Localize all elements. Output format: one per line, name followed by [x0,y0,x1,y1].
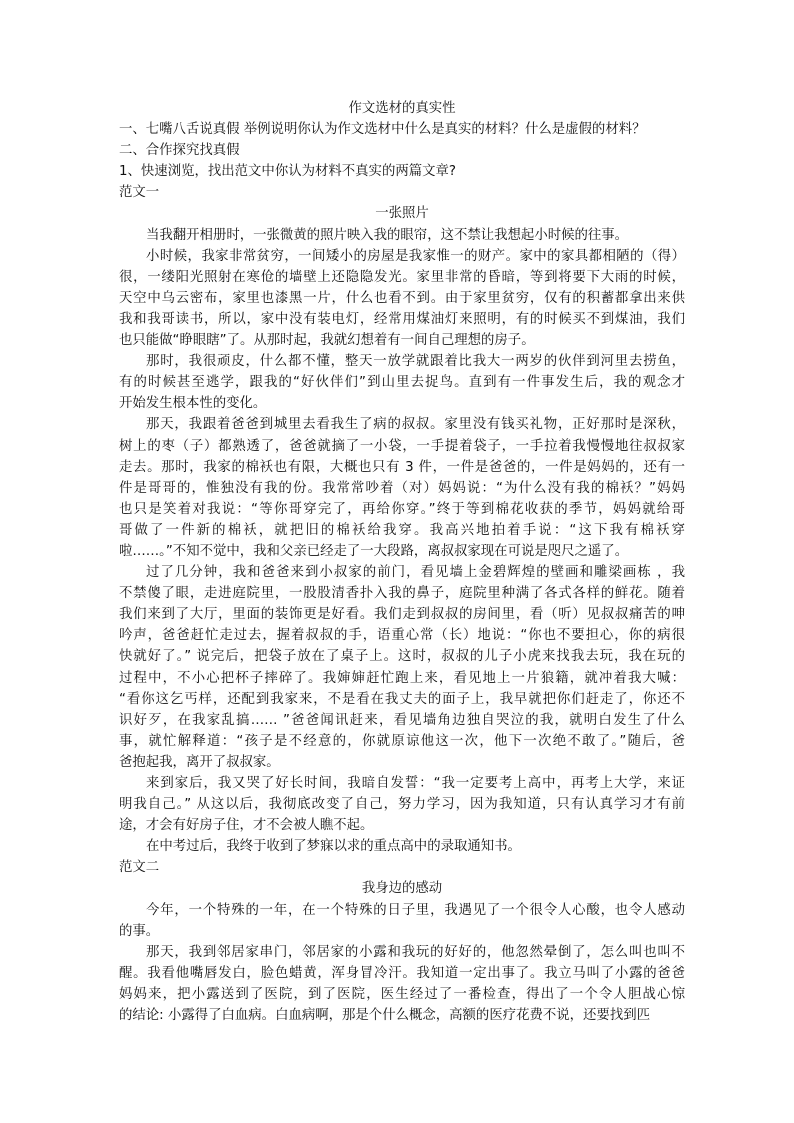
text-line: 有的时候甚至逃学，跟我的“好伙伴们”到山里去捉鸟。直到有一件事发生后，我的观念才 [119,375,685,391]
text-line: 我们来到了大厅，里面的装饰更是好看。我们走到叔叔的房间里，看（听）见叔叔痛苦的呻 [119,607,685,623]
question-2: 二、合作探究找真假 [119,143,240,159]
text-line: 天空中乌云密布，家里也漆黑一片，什么也看不到。由于家里贫穷，仅有的积蓄都拿出来供 [119,290,685,306]
text-line: 啦……。”不知不觉中，我和父亲已经走了一大段路，离叔叔家现在可说是咫尺之遥了。 [119,543,629,559]
paragraph [119,836,685,857]
paragraph [119,942,685,1026]
paragraph [119,773,685,836]
essay-1-label: 范文一 [119,185,160,201]
text-line: 快就好了。” 说完后，把袋子放在了桌子上。这时，叔叔的儿子小虎来找我去玩，我在玩的 [119,649,685,665]
text-line: 那天，我到邻居家串门，邻居家的小露和我玩的好好的，他忽然晕倒了，怎么叫也叫不 [146,944,685,960]
text-line: 不禁傻了眼，走进庭院里，一股股清香扑入我的鼻子，庭院里种满了各式各样的鲜花。随着 [119,586,685,602]
text-line: 在中考过后，我终于收到了梦寐以求的重点高中的录取通知书。 [146,839,521,855]
text-line: 的事。 [119,923,160,939]
essay-2-title: 我身边的感动 [361,881,443,897]
essay-2-body [119,900,685,1027]
question-1: 一、七嘴八舌说真假 举例说明你认为作文选材中什么是真实的材料？什么是虚假的材料？ [119,122,646,138]
text-line: 爸抱起我，离开了叔叔家。 [119,754,280,770]
text-line: 那天，我跟着爸爸到城里去看我生了病的叔叔。家里没有钱买礼物，正好那时是深秋， [146,417,685,433]
text-line: 的结论: 小露得了白血病。白血病啊，那是个什么概念，高额的医疗花费不说，还要找到匹 [119,1008,650,1024]
essay-2-label: 范文二 [119,860,160,876]
text-line: 哥做了一件新的棉袄，就把旧的棉袄给我穿。我高兴地拍着手说：“这下我有棉袄穿 [119,522,685,538]
text-line: 小时候，我家非常贫穷，一间矮小的房屋是我家惟一的财产。家中的家具都相陋的（得） [146,248,685,264]
text-line: 过了几分钟，我和爸爸来到小叔家的前门，看见墙上金碧辉煌的壁画和雕梁画栋 ，我 [146,565,685,581]
paragraph [119,225,685,246]
text-line: 也只是笑着对我说：“等你哥穿完了，再给你穿。”终于等到棉花收获的季节，妈妈就给哥 [119,501,685,517]
text-line: 很，一缕阳光照射在寒伧的墙壁上还隐隐发光。家里非常的昏暗，等到将要下大雨的时候， [119,269,685,285]
text-line: 我和我哥读书，所以，家中没有装电灯，经常用煤油灯来照明，有的时候买不到煤油，我们 [119,311,685,327]
document-title: 作文选材的真实性 [348,101,456,116]
document-page [119,98,685,1026]
text-line: 今年，一个特殊的一年，在一个特殊的日子里，我遇见了一个很令人心酸，也令人感动 [146,902,685,918]
paragraph [119,900,685,942]
text-line: 醒。我看他嘴唇发白，脸色蜡黄，浑身冒冷汗。我知道一定出事了。我立马叫了小露的爸爸 [119,965,685,981]
text-line: 开始发生根本性的变化。 [119,396,267,412]
text-line: 过程中，不小心把杯子摔碎了。我婶婶赶忙跑上来，看见地上一片狼籍，就冲着我大喊： [119,670,685,686]
text-line: 途，才会有好房子住，才不会被人瞧不起。 [119,818,374,834]
paragraph [119,414,685,562]
text-line: 走去。那时，我家的棉袄也有限，大概也只有 3 件，一件是爸爸的，一件是妈妈的，还有一 [119,459,685,475]
paragraph [119,246,685,351]
text-line: 妈妈来，把小露送到了医院，到了医院，医生经过了一番检查，得出了一个令人胆战心惊 [119,986,685,1002]
text-line: 识好歹，在我家乱搞…… ”爸爸闻讯赶来，看见墙角边独自哭泣的我，就明白发生了什么 [119,712,685,728]
text-line: 明我自己。” 从这以后，我彻底改变了自己，努力学习，因为我知道，只有认真学习才有前 [119,797,685,813]
text-line: 来到家后，我又哭了好长时间，我暗自发誓：“我一定要考上高中，再考上大学，来证 [146,776,685,791]
text-line: 事，就忙解释道：“孩子是不经意的，你就原谅他这一次，他下一次绝不敢了。”随后，爸 [119,733,685,749]
text-line: “看你这乞丐样，还配到我家来，不是看在我丈夫的面子上，我早就把你们赶走了，你还不 [119,691,685,707]
text-line: 树上的枣（子）都熟透了，爸爸就摘了一小袋，一手提着袋子，一手拉着我慢慢地往叔叔家 [119,438,685,454]
text-line: 那时，我很顽皮，什么都不懂，整天一放学就跟着比我大一两岁的伙伴到河里去捞鱼， [146,354,685,370]
text-line: 件是哥哥的，惟独没有我的份。我常常吵着（对）妈妈说：“为什么没有我的棉袄？”妈妈 [119,480,685,496]
essay-1-body [119,225,685,858]
paragraph [119,351,685,414]
paragraph [119,562,685,773]
essay-1-title: 一张照片 [375,206,429,222]
text-line: 吟声，爸爸赶忙走过去，握着叔叔的手，语重心常（长）地说：“你也不要担心，你的病很 [119,628,685,644]
text-line: 当我翻开相册时，一张微黄的照片映入我的眼帘，这不禁让我想起小时候的往事。 [146,227,629,243]
text-line: 也只能做“睁眼瞎”了。从那时起，我就幻想着有一间自己理想的房子。 [119,333,535,349]
question-3: 1、快速浏览，找出范文中你认为材料不真实的两篇文章? [119,164,456,180]
